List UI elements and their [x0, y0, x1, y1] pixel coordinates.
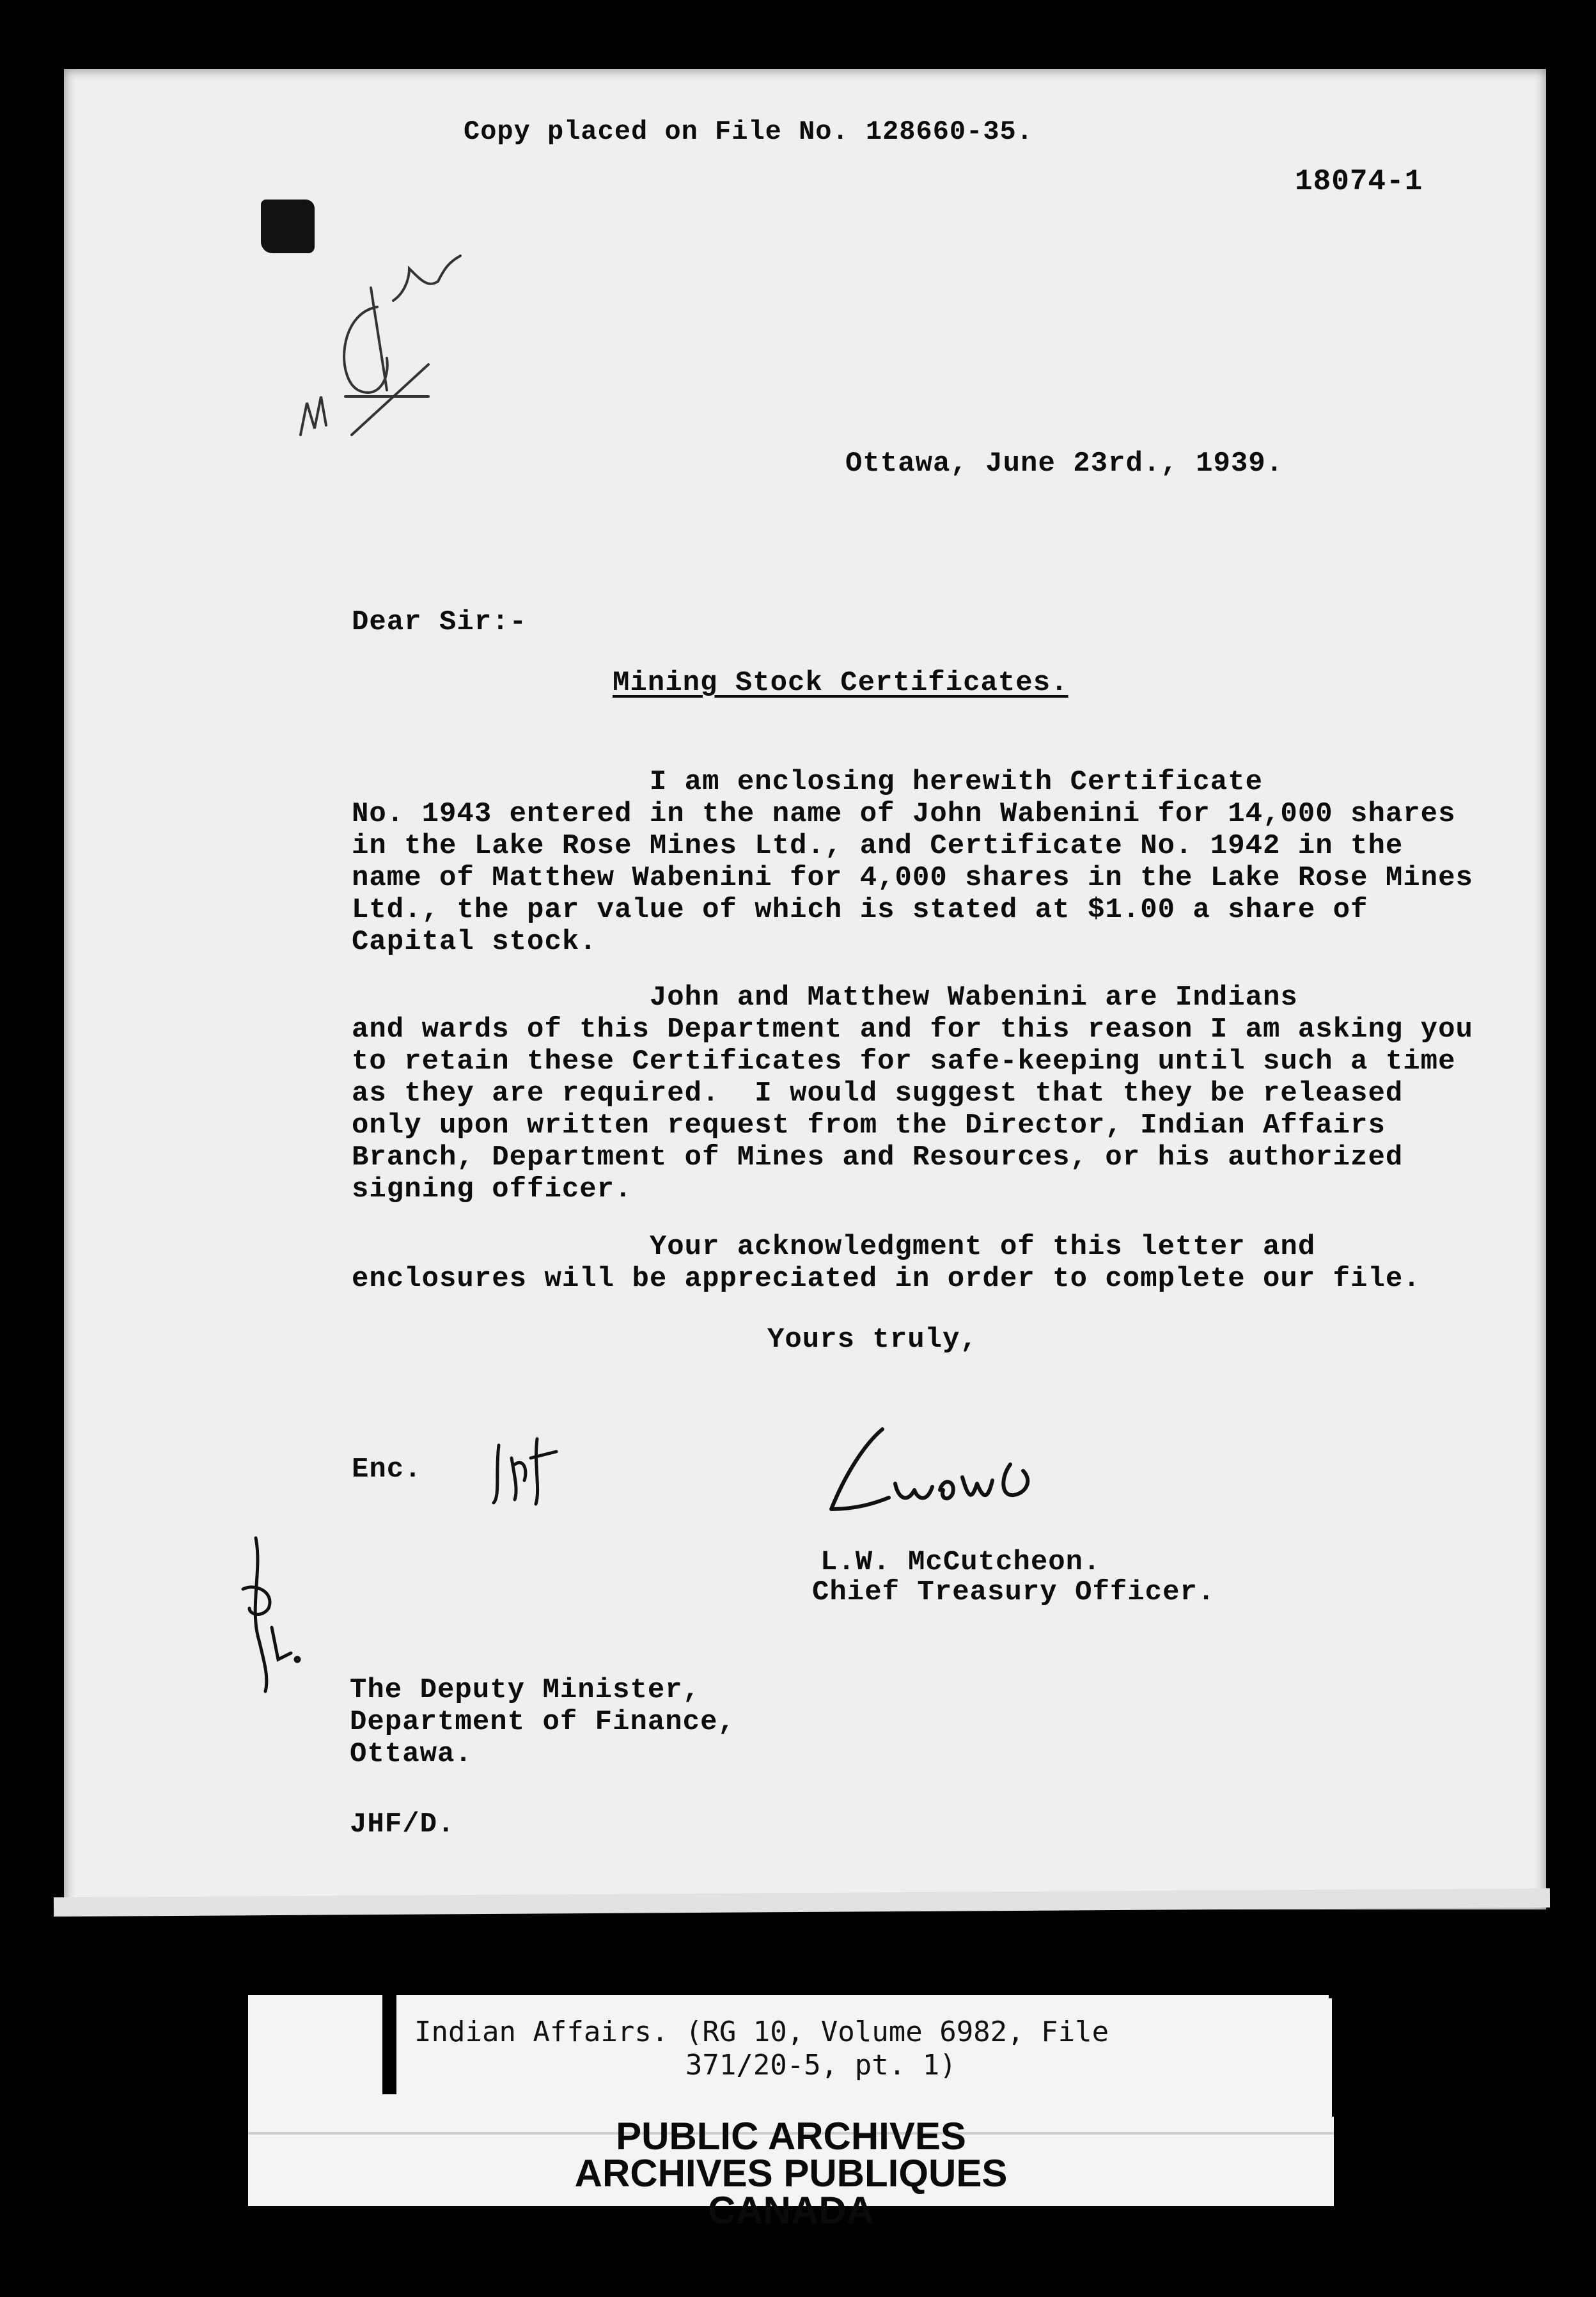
archive-citation-text: Indian Affairs. (RG 10, Volume 6982, File 371/20-5, pt. 1)	[414, 2016, 1109, 2081]
signatory-title: Chief Treasury Officer.	[812, 1576, 1216, 1608]
handwritten-margin-mark	[230, 1532, 307, 1698]
body-paragraph-1: I am enclosing herewith Certificate No. 1943 entered in the name of John Wabenini for 14,000 shares in the Lake Rose Mines Ltd., and Certificate No. 1942 in the name of Matthew Wabenini for 4,000 shares in the Lake Rose Mines Ltd., the par value of which is stated at $1.00 a share of Capital stock.	[352, 766, 1473, 958]
place-and-date: Ottawa, June 23rd., 1939.	[845, 448, 1284, 480]
label-right-bracket-post	[1332, 1995, 1348, 2117]
salutation: Dear Sir:-	[352, 606, 528, 638]
enclosure-note: Enc.	[352, 1454, 422, 1486]
label-left-bracket	[382, 1995, 396, 2094]
file-copy-note: Copy placed on File No. 128660-35.	[464, 116, 1033, 147]
body-paragraph-2: John and Matthew Wabenini are Indians and wards of this Department and for this reason I am asking you to retain these Certificates for safe-keeping until such a time as they are required. I would suggest that they be released only upon written request from the Director, Indian Affairs Branch, Department of Mines and Resources, or his authorized signing officer.	[352, 982, 1473, 1205]
archives-stamp	[248, 2115, 1334, 2271]
body-paragraph-3: Your acknowledgment of this letter and enclosures will be appreciated in order to complete our file.	[352, 1231, 1421, 1295]
file-number: 18074-1	[1295, 165, 1423, 198]
complimentary-close: Yours truly,	[767, 1324, 978, 1356]
subject-line: Mining Stock Certificates.	[613, 667, 1068, 699]
handwritten-enc-initials	[486, 1432, 575, 1509]
stamp-line-1: PUBLIC ARCHIVES	[616, 2115, 966, 2158]
handwritten-initials-note	[281, 243, 499, 448]
signatory-name: L.W. McCutcheon.	[820, 1546, 1101, 1578]
addressee-block: The Deputy Minister, Department of Finance, Ottawa.	[350, 1674, 735, 1770]
stamp-line-2: ARCHIVES PUBLIQUES	[574, 2152, 1008, 2195]
reference-initials: JHF/D.	[350, 1808, 455, 1840]
signature	[818, 1420, 1049, 1528]
stamp-line-3: CANADA	[708, 2189, 874, 2232]
